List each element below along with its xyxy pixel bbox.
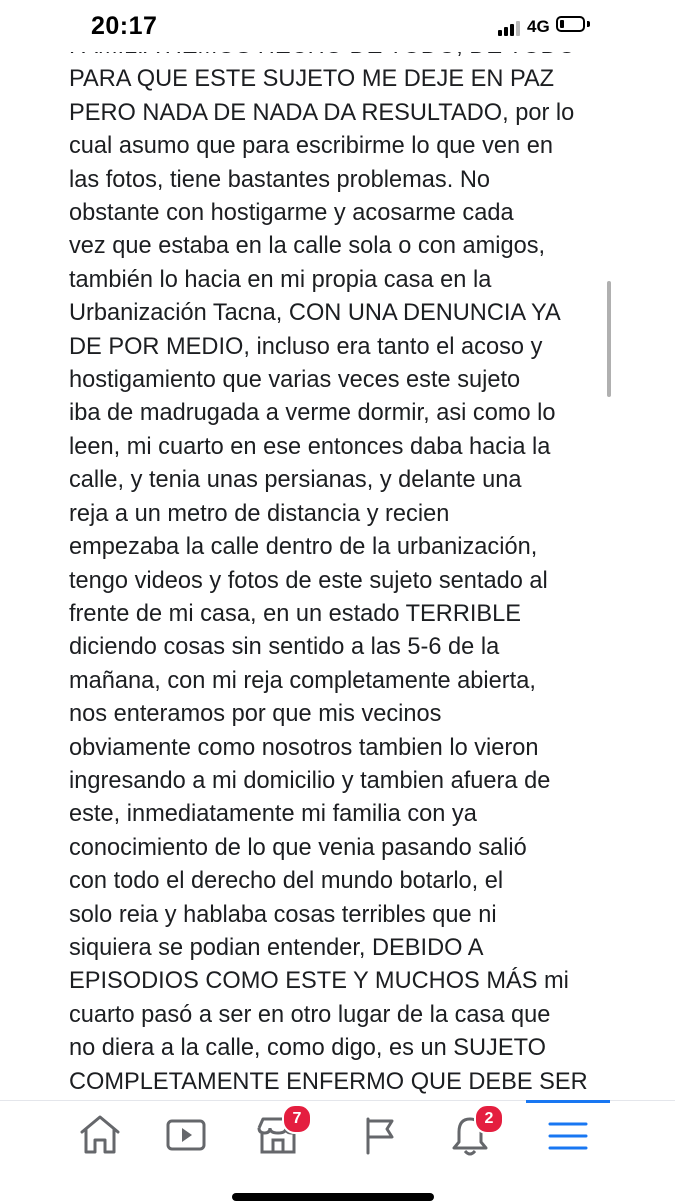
tab-video[interactable]	[158, 1110, 214, 1160]
post-text-line: nos enteramos por que mis vecinos	[69, 701, 442, 728]
status-bar	[0, 0, 675, 52]
marketplace-badge: 7	[282, 1104, 312, 1134]
post-text-line: obstante con hostigarme y acosarme cada	[69, 200, 514, 227]
post-text-line: DE POR MEDIO, incluso era tanto el acoso y	[69, 333, 543, 360]
battery-tip	[587, 21, 590, 27]
post-text-line: este, inmediatamente mi familia con ya	[69, 801, 477, 828]
cellular-signal-icon	[498, 20, 522, 36]
post-text-line: empezaba la calle dentro de la urbanización,	[69, 534, 538, 561]
post-text-line: Urbanización Tacna, CON UNA DENUNCIA YA	[69, 300, 561, 327]
post-text-line: conocimiento de lo que venia pasando salió	[69, 834, 527, 861]
notifications-badge: 2	[474, 1104, 504, 1134]
menu-icon	[540, 1110, 596, 1160]
network-type: 4G	[527, 17, 550, 36]
status-time: 20:17	[91, 12, 158, 40]
post-text-line: cuarto pasó a ser en otro lugar de la casa que	[69, 1001, 551, 1028]
post-text-line: leen, mi cuarto en ese entonces daba hacia la	[69, 433, 551, 460]
battery-icon	[556, 16, 585, 32]
post-text-line: vez que estaba en la calle sola o con amigos,	[69, 233, 546, 260]
post-text-line: PARA QUE ESTE SUJETO ME DEJE EN PAZ	[69, 66, 555, 93]
tab-notifications[interactable]	[442, 1110, 498, 1160]
post-text-line: calle, y tenia unas persianas, y delante una	[69, 467, 522, 494]
post-text	[69, 30, 614, 1099]
post-text-line: hostigamiento que varias veces este sujeto	[69, 367, 521, 394]
post-text-line: mañana, con mi reja completamente abierta,	[69, 667, 536, 694]
post-text-line: siquiera se podian entender, DEBIDO A	[69, 934, 484, 961]
post-text-line: iba de madrugada a verme dormir, asi como lo	[69, 400, 556, 427]
post-text-line: las fotos, tiene bastantes problemas. No	[69, 166, 490, 193]
post-content[interactable]	[0, 52, 675, 1100]
post-text-line: ingresando a mi domicilio y tambien afuera de	[69, 767, 551, 794]
tab-home[interactable]	[72, 1110, 128, 1160]
post-text-line: no diera a la calle, como digo, es un SUJETO	[69, 1035, 546, 1062]
post-text-line: EPISODIOS COMO ESTE Y MUCHOS MÁS mi	[69, 968, 569, 995]
post-text-line: tengo videos y fotos de este sujeto sentado al	[69, 567, 548, 594]
tab-menu[interactable]	[540, 1110, 596, 1160]
post-text-line: reja a un metro de distancia y recien	[69, 500, 450, 527]
post-text-line: COMPLETAMENTE ENFERMO QUE DEBE SER	[69, 1068, 588, 1095]
post-text-line: PERO NADA DE NADA DA RESULTADO, por lo	[69, 99, 575, 126]
video-icon	[158, 1110, 214, 1160]
active-tab-indicator	[526, 1100, 610, 1103]
post-text-line: también lo hacia en mi propia casa en la	[69, 266, 492, 293]
post-text-line: cual asumo que para escribirme lo que ven en	[69, 133, 553, 160]
tab-marketplace[interactable]	[250, 1110, 306, 1160]
home-indicator[interactable]	[232, 1193, 434, 1201]
post-text-line: con todo el derecho del mundo botarlo, el	[69, 868, 504, 895]
pages-flag-icon	[352, 1110, 408, 1160]
post-text-line: frente de mi casa, en un estado TERRIBLE	[69, 600, 522, 627]
post-text-line: solo reia y hablaba cosas terribles que ni	[69, 901, 497, 928]
post-text-line: diciendo cosas sin sentido a las 5-6 de la	[69, 634, 500, 661]
tab-pages[interactable]	[352, 1110, 408, 1160]
scrollbar[interactable]	[607, 281, 611, 397]
post-text-line: obviamente como nosotros tambien lo vieron	[69, 734, 539, 761]
home-icon	[72, 1110, 128, 1160]
